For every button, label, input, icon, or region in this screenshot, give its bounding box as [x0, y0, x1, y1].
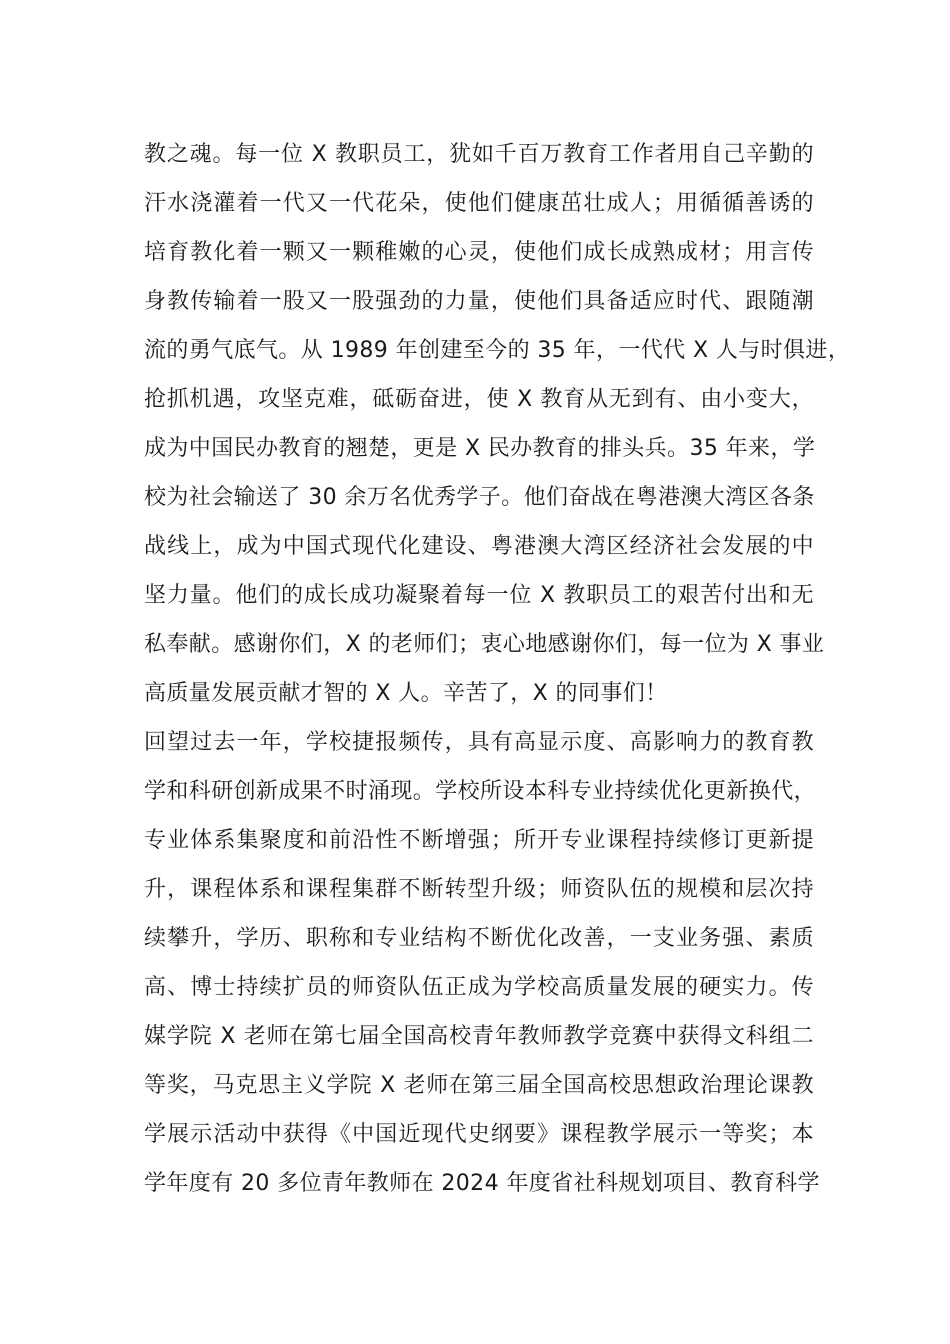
paragraph-1-line: 身教传输着一股又一股强劲的力量，使他们具备适应时代、跟随潮	[144, 289, 814, 314]
paragraph-1-line: 私奉献。感谢你们，X 的老师们；衷心地感谢你们，每一位为 X 事业	[144, 632, 825, 657]
paragraph-1-line: 成为中国民办教育的翘楚，更是 X 民办教育的排头兵。35 年来，学	[144, 436, 816, 461]
document-body	[144, 130, 851, 1208]
paragraph-1-line: 校为社会输送了 30 余万名优秀学子。他们奋战在粤港澳大湾区各条	[144, 485, 815, 510]
paragraph-2-line: 回望过去一年，学校捷报频传，具有高显示度、高影响力的教育教	[144, 730, 814, 755]
paragraph-2-line: 升，课程体系和课程集群不断转型升级；师资队伍的规模和层次持	[144, 877, 814, 902]
paragraph-1-line: 坚力量。他们的成长成功凝聚着每一位 X 教职员工的艰苦付出和无	[144, 583, 814, 608]
paragraph-1-last-line: 高质量发展贡献才智的 X 人。辛苦了，X 的同事们！	[144, 681, 668, 706]
paragraph-1-line: 抢抓机遇，攻坚克难，砥砺奋进，使 X 教育从无到有、由小变大，	[144, 387, 814, 412]
paragraph-2-line: 等奖，马克思主义学院 X 老师在第三届全国高校思想政治理论课教	[144, 1073, 814, 1098]
paragraph-1-line: 战线上，成为中国式现代化建设、粤港澳大湾区经济社会发展的中	[144, 534, 814, 559]
paragraph-1-line: 培育教化着一颗又一颗稚嫩的心灵，使他们成长成熟成材；用言传	[144, 240, 814, 265]
paragraph-2-line: 学展示活动中获得《中国近现代史纲要》课程教学展示一等奖；本	[144, 1122, 814, 1147]
paragraph-1-line: 流的勇气底气。从 1989 年创建至今的 35 年，一代代 X 人与时俱进，	[144, 338, 851, 363]
paragraph-2-line: 学年度有 20 多位青年教师在 2024 年度省社科规划项目、教育科学	[144, 1171, 820, 1196]
paragraph-2-line: 高、博士持续扩员的师资队伍正成为学校高质量发展的硬实力。传	[144, 975, 814, 1000]
paragraph-1-line: 汗水浇灌着一代又一代花朵，使他们健康茁壮成人；用循循善诱的	[144, 191, 814, 216]
paragraph-2-line: 媒学院 X 老师在第七届全国高校青年教师教学竞赛中获得文科组二	[144, 1024, 814, 1049]
paragraph-2-line: 学和科研创新成果不时涌现。学校所设本科专业持续优化更新换代，	[144, 779, 817, 804]
paragraph-2-line: 续攀升，学历、职称和专业结构不断优化改善，一支业务强、素质	[144, 926, 814, 951]
paragraph-2-line: 专业体系集聚度和前沿性不断增强；所开专业课程持续修订更新提	[144, 828, 814, 853]
paragraph-1-line: 教之魂。每一位 X 教职员工，犹如千百万教育工作者用自己辛勤的	[144, 142, 814, 167]
